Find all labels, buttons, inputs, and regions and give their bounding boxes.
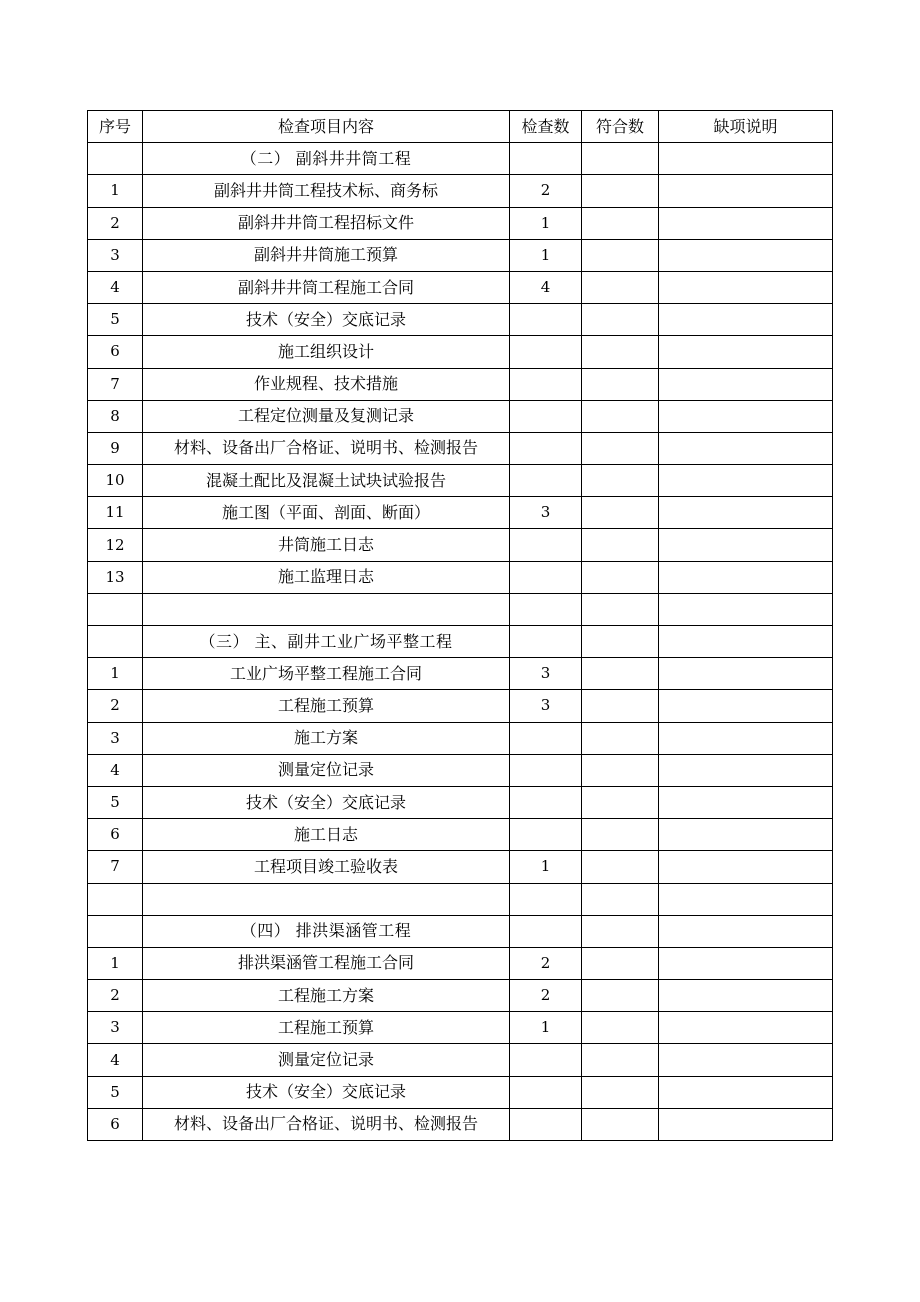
row-seq: 5 bbox=[88, 304, 143, 336]
table-header-row bbox=[88, 111, 833, 143]
row-seq: 12 bbox=[88, 529, 143, 561]
row-match-count bbox=[582, 304, 659, 336]
row-match-count bbox=[582, 432, 659, 464]
row-match-count bbox=[582, 690, 659, 722]
table-row bbox=[88, 207, 833, 239]
row-check-count bbox=[510, 754, 582, 786]
row-missing-note bbox=[659, 980, 833, 1012]
row-seq: 2 bbox=[88, 207, 143, 239]
row-item: 技术（安全）交底记录 bbox=[143, 304, 510, 336]
row-missing-note bbox=[659, 175, 833, 207]
row-seq: 6 bbox=[88, 1108, 143, 1140]
row-check-count: 4 bbox=[510, 271, 582, 303]
row-missing-note bbox=[659, 561, 833, 593]
row-check-count bbox=[510, 561, 582, 593]
empty-cell bbox=[659, 593, 833, 625]
header-missing-note: 缺项说明 bbox=[659, 111, 833, 143]
row-missing-note bbox=[659, 658, 833, 690]
row-match-count bbox=[582, 754, 659, 786]
table-row bbox=[88, 754, 833, 786]
row-missing-note bbox=[659, 304, 833, 336]
table-row bbox=[88, 690, 833, 722]
blank-row bbox=[88, 883, 833, 915]
table-row bbox=[88, 304, 833, 336]
row-seq: 4 bbox=[88, 271, 143, 303]
row-seq: 6 bbox=[88, 336, 143, 368]
row-item: 测量定位记录 bbox=[143, 1044, 510, 1076]
row-missing-note bbox=[659, 1108, 833, 1140]
row-missing-note bbox=[659, 722, 833, 754]
row-check-count: 2 bbox=[510, 980, 582, 1012]
row-item: 施工方案 bbox=[143, 722, 510, 754]
row-match-count bbox=[582, 239, 659, 271]
row-seq: 3 bbox=[88, 239, 143, 271]
section-title: （四） 排洪渠涵管工程 bbox=[143, 915, 510, 947]
table-row bbox=[88, 851, 833, 883]
row-item: 施工监理日志 bbox=[143, 561, 510, 593]
row-check-count: 3 bbox=[510, 690, 582, 722]
row-check-count bbox=[510, 529, 582, 561]
row-seq: 1 bbox=[88, 175, 143, 207]
row-missing-note bbox=[659, 368, 833, 400]
table-row bbox=[88, 497, 833, 529]
row-missing-note bbox=[659, 465, 833, 497]
row-missing-note bbox=[659, 497, 833, 529]
row-missing-note bbox=[659, 947, 833, 979]
row-item: 材料、设备出厂合格证、说明书、检测报告 bbox=[143, 432, 510, 464]
header-item: 检查项目内容 bbox=[143, 111, 510, 143]
section-seq-cell bbox=[88, 143, 143, 175]
row-match-count bbox=[582, 1108, 659, 1140]
section-check-cell bbox=[510, 626, 582, 658]
row-seq: 2 bbox=[88, 980, 143, 1012]
empty-cell bbox=[582, 593, 659, 625]
row-check-count: 1 bbox=[510, 239, 582, 271]
section-seq-cell bbox=[88, 915, 143, 947]
row-item: 工程项目竣工验收表 bbox=[143, 851, 510, 883]
table-row bbox=[88, 819, 833, 851]
row-match-count bbox=[582, 175, 659, 207]
row-check-count bbox=[510, 722, 582, 754]
row-item: 副斜井井筒工程招标文件 bbox=[143, 207, 510, 239]
section-title: （二） 副斜井井筒工程 bbox=[143, 143, 510, 175]
header-check-count: 检查数 bbox=[510, 111, 582, 143]
row-item: 施工组织设计 bbox=[143, 336, 510, 368]
empty-cell bbox=[88, 883, 143, 915]
row-check-count bbox=[510, 368, 582, 400]
row-item: 工程施工方案 bbox=[143, 980, 510, 1012]
section-title-row bbox=[88, 626, 833, 658]
section-match-cell bbox=[582, 915, 659, 947]
row-match-count bbox=[582, 819, 659, 851]
row-seq: 3 bbox=[88, 1012, 143, 1044]
row-match-count bbox=[582, 368, 659, 400]
section-match-cell bbox=[582, 626, 659, 658]
row-seq: 10 bbox=[88, 465, 143, 497]
row-match-count bbox=[582, 271, 659, 303]
empty-cell bbox=[143, 593, 510, 625]
section-match-cell bbox=[582, 143, 659, 175]
table-body bbox=[88, 143, 833, 1141]
section-title-row bbox=[88, 143, 833, 175]
section-title-row bbox=[88, 915, 833, 947]
row-match-count bbox=[582, 1012, 659, 1044]
row-missing-note bbox=[659, 336, 833, 368]
row-check-count: 1 bbox=[510, 207, 582, 239]
row-check-count: 1 bbox=[510, 851, 582, 883]
row-item: 技术（安全）交底记录 bbox=[143, 786, 510, 818]
row-item: 工程施工预算 bbox=[143, 690, 510, 722]
table-row bbox=[88, 786, 833, 818]
header-seq: 序号 bbox=[88, 111, 143, 143]
row-missing-note bbox=[659, 819, 833, 851]
empty-cell bbox=[510, 593, 582, 625]
row-missing-note bbox=[659, 1012, 833, 1044]
blank-row bbox=[88, 593, 833, 625]
row-match-count bbox=[582, 1076, 659, 1108]
row-match-count bbox=[582, 658, 659, 690]
table-row bbox=[88, 239, 833, 271]
row-missing-note bbox=[659, 207, 833, 239]
row-item: 测量定位记录 bbox=[143, 754, 510, 786]
section-title: （三） 主、副井工业广场平整工程 bbox=[143, 626, 510, 658]
empty-cell bbox=[582, 883, 659, 915]
table-row bbox=[88, 1076, 833, 1108]
row-item: 作业规程、技术措施 bbox=[143, 368, 510, 400]
row-check-count bbox=[510, 1108, 582, 1140]
section-note-cell bbox=[659, 143, 833, 175]
row-item: 排洪渠涵管工程施工合同 bbox=[143, 947, 510, 979]
header-match-count: 符合数 bbox=[582, 111, 659, 143]
row-seq: 13 bbox=[88, 561, 143, 593]
row-match-count bbox=[582, 497, 659, 529]
row-check-count: 2 bbox=[510, 175, 582, 207]
row-item: 混凝土配比及混凝土试块试验报告 bbox=[143, 465, 510, 497]
row-seq: 8 bbox=[88, 400, 143, 432]
section-note-cell bbox=[659, 915, 833, 947]
table-row bbox=[88, 1044, 833, 1076]
empty-cell bbox=[143, 883, 510, 915]
table-row bbox=[88, 529, 833, 561]
inspection-checklist-table bbox=[87, 110, 833, 1141]
row-item: 材料、设备出厂合格证、说明书、检测报告 bbox=[143, 1108, 510, 1140]
table-row bbox=[88, 658, 833, 690]
row-check-count bbox=[510, 400, 582, 432]
row-seq: 5 bbox=[88, 1076, 143, 1108]
row-item: 副斜井井筒施工预算 bbox=[143, 239, 510, 271]
row-missing-note bbox=[659, 400, 833, 432]
section-seq-cell bbox=[88, 626, 143, 658]
row-match-count bbox=[582, 786, 659, 818]
row-item: 副斜井井筒工程施工合同 bbox=[143, 271, 510, 303]
row-match-count bbox=[582, 207, 659, 239]
row-missing-note bbox=[659, 432, 833, 464]
row-item: 技术（安全）交底记录 bbox=[143, 1076, 510, 1108]
section-check-cell bbox=[510, 915, 582, 947]
row-item: 工程施工预算 bbox=[143, 1012, 510, 1044]
row-check-count bbox=[510, 786, 582, 818]
row-item: 施工图（平面、剖面、断面） bbox=[143, 497, 510, 529]
row-seq: 3 bbox=[88, 722, 143, 754]
row-missing-note bbox=[659, 529, 833, 561]
row-match-count bbox=[582, 947, 659, 979]
row-item: 工程定位测量及复测记录 bbox=[143, 400, 510, 432]
row-match-count bbox=[582, 529, 659, 561]
row-missing-note bbox=[659, 271, 833, 303]
row-seq: 6 bbox=[88, 819, 143, 851]
table-row bbox=[88, 175, 833, 207]
table-row bbox=[88, 722, 833, 754]
table-row bbox=[88, 368, 833, 400]
empty-cell bbox=[88, 593, 143, 625]
row-check-count: 3 bbox=[510, 497, 582, 529]
row-check-count bbox=[510, 819, 582, 851]
section-note-cell bbox=[659, 626, 833, 658]
row-seq: 1 bbox=[88, 658, 143, 690]
row-check-count: 3 bbox=[510, 658, 582, 690]
row-seq: 11 bbox=[88, 497, 143, 529]
row-missing-note bbox=[659, 851, 833, 883]
row-check-count bbox=[510, 1044, 582, 1076]
row-check-count bbox=[510, 432, 582, 464]
section-check-cell bbox=[510, 143, 582, 175]
row-match-count bbox=[582, 1044, 659, 1076]
row-check-count bbox=[510, 336, 582, 368]
row-seq: 9 bbox=[88, 432, 143, 464]
table-row bbox=[88, 432, 833, 464]
row-check-count bbox=[510, 465, 582, 497]
row-match-count bbox=[582, 980, 659, 1012]
table-row bbox=[88, 336, 833, 368]
empty-cell bbox=[659, 883, 833, 915]
table-row bbox=[88, 1108, 833, 1140]
table-row bbox=[88, 980, 833, 1012]
table-row bbox=[88, 947, 833, 979]
row-item: 工业广场平整工程施工合同 bbox=[143, 658, 510, 690]
table-row bbox=[88, 271, 833, 303]
table-row bbox=[88, 561, 833, 593]
table-row bbox=[88, 400, 833, 432]
row-check-count bbox=[510, 304, 582, 336]
row-match-count bbox=[582, 561, 659, 593]
row-seq: 5 bbox=[88, 786, 143, 818]
empty-cell bbox=[510, 883, 582, 915]
row-seq: 4 bbox=[88, 754, 143, 786]
row-match-count bbox=[582, 336, 659, 368]
row-missing-note bbox=[659, 690, 833, 722]
row-match-count bbox=[582, 851, 659, 883]
row-missing-note bbox=[659, 1076, 833, 1108]
row-missing-note bbox=[659, 239, 833, 271]
row-missing-note bbox=[659, 1044, 833, 1076]
row-item: 施工日志 bbox=[143, 819, 510, 851]
row-missing-note bbox=[659, 786, 833, 818]
row-seq: 4 bbox=[88, 1044, 143, 1076]
row-item: 井筒施工日志 bbox=[143, 529, 510, 561]
row-item: 副斜井井筒工程技术标、商务标 bbox=[143, 175, 510, 207]
row-seq: 7 bbox=[88, 851, 143, 883]
row-check-count bbox=[510, 1076, 582, 1108]
table-row bbox=[88, 1012, 833, 1044]
row-missing-note bbox=[659, 754, 833, 786]
row-match-count bbox=[582, 465, 659, 497]
table-row bbox=[88, 465, 833, 497]
row-match-count bbox=[582, 400, 659, 432]
row-seq: 7 bbox=[88, 368, 143, 400]
row-check-count: 1 bbox=[510, 1012, 582, 1044]
row-seq: 2 bbox=[88, 690, 143, 722]
row-check-count: 2 bbox=[510, 947, 582, 979]
row-seq: 1 bbox=[88, 947, 143, 979]
row-match-count bbox=[582, 722, 659, 754]
